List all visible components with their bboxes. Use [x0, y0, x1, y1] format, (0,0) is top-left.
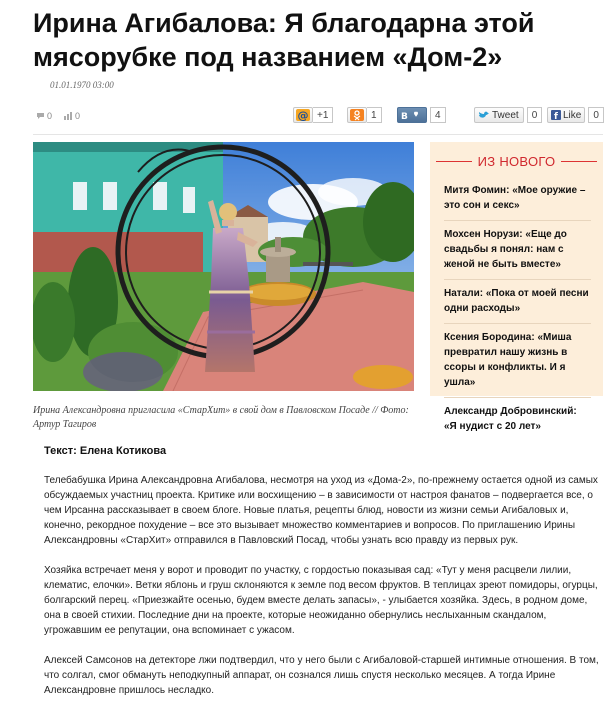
share-divider [33, 134, 603, 135]
ok-icon [350, 109, 364, 121]
at-icon [296, 109, 310, 121]
vk-icon [401, 110, 423, 120]
like-label: Like [563, 109, 582, 121]
article-paragraph: Телебабушка Ирина Александровна Агибалова, несмотря на уход из «Дома-2», по-прежнему остается одной из самых обсуждаемых участниц проекта. Критике или восхищению – в зависимости от настроя фанатов – подвергается все, о чем Ирсанна рассказывает в своем блоге. Новые платья, рецепты блюд, новости из жизни семьи Агибаловых и, конечно, рекордное похудение – все это вызывает множество комментариев и вопросов. По приглашению Ирины Александровны «СтарХит» отправился в Павловский Посад, чтобы узнать всю правду из первых рук. [44, 475, 598, 546]
vk-share[interactable] [397, 106, 446, 124]
svg-text:f: f [554, 112, 558, 120]
mailru-count: +1 [313, 107, 333, 123]
article-paragraph: Хозяйка встречает меня у ворот и проводит по участку, с гордостью показывая сад: «Тут у меня расцвели лилии, клематис, елочки». Ветки яблонь и груш склоняются к земле под весом фруктов. В теплицах зреют помидоры, огурцы, болгарский перец. «Приезжайте осенью, будем вместе делать запасы», - улыбается хозяйка. Здесь, в родном доме, она в своей стихии. Последние дни на проекте, которые неожиданно обернулись неслыханным скандалом, угрожавшим ее репутации, она вспоминает с ужасом. [44, 565, 598, 636]
vk-button[interactable] [397, 107, 427, 123]
sidebar-list [430, 177, 603, 441]
photo-caption: Ирина Александровна пригласила «СтарХит» в свой дом в Павловском Посаде // Фото: Артур Тагиров [33, 405, 409, 430]
garden-photo-illustration [33, 142, 414, 391]
mailru-button[interactable] [293, 107, 313, 123]
sidebar-news-item[interactable]: Ксения Бородина: «Миша превратил нашу жизнь в ссоры и конфликты. И я ушла» [444, 324, 591, 398]
article-photo [33, 142, 414, 391]
article-body [44, 473, 604, 713]
odnoklassniki-count: 1 [367, 107, 382, 123]
twitter-share[interactable] [474, 106, 542, 124]
comments-stat[interactable] [36, 111, 52, 121]
news-sidebar [430, 142, 603, 432]
sidebar-news-item[interactable]: Митя Фомин: «Мое оружие – это сон и секс» [444, 177, 591, 221]
comments-count: 0 [47, 111, 53, 121]
article-paragraph: Алексей Самсонов на детекторе лжи подтвердил, что у него были с Агибаловой-старшей интимные отношения. В том, что солгал, смог обмануть неподкупный аппарат, он сознался лишь спустя несколько месяцев. А тогда Ирине Александровне пришлось несладко. [44, 655, 599, 696]
sidebar-news-item[interactable]: Мохсен Норузи: «Еще до свадьбы я понял: нам с женой не быть вместе» [444, 221, 591, 280]
sidebar-news-item[interactable]: Натали: «Пока от моей песни одни расходы» [444, 280, 591, 324]
publish-date: 01.01.1970 03:00 [50, 80, 114, 90]
like-button[interactable] [547, 107, 585, 123]
facebook-icon [551, 110, 561, 120]
tweet-label: Tweet [492, 109, 519, 121]
like-count: 0 [588, 107, 604, 123]
sidebar-news-item[interactable]: Александр Добровинский: «Я нудист с 20 лет» [444, 406, 577, 432]
facebook-share[interactable] [547, 106, 604, 124]
comment-icon [36, 112, 45, 120]
tweet-count: 0 [527, 107, 543, 123]
article-author: Текст: Елена Котикова [44, 445, 167, 457]
article-title: Ирина Агибалова: Я благодарна этой мясорубке под названием «Дом-2» [33, 8, 535, 72]
sidebar-heading-label: ИЗ НОВОГО [477, 154, 556, 169]
views-stat [64, 111, 80, 121]
odnoklassniki-button[interactable] [347, 107, 367, 123]
mailru-share[interactable] [293, 106, 333, 124]
views-icon [64, 112, 73, 120]
views-count: 0 [75, 111, 81, 121]
article-stats [36, 111, 80, 121]
sidebar-heading [430, 154, 603, 169]
tweet-button[interactable] [474, 107, 524, 123]
svg-text:B: B [401, 112, 408, 120]
svg-text:@: @ [297, 109, 309, 121]
vk-count: 4 [430, 107, 446, 123]
twitter-bird-icon [479, 111, 490, 120]
odnoklassniki-share[interactable] [347, 106, 382, 124]
